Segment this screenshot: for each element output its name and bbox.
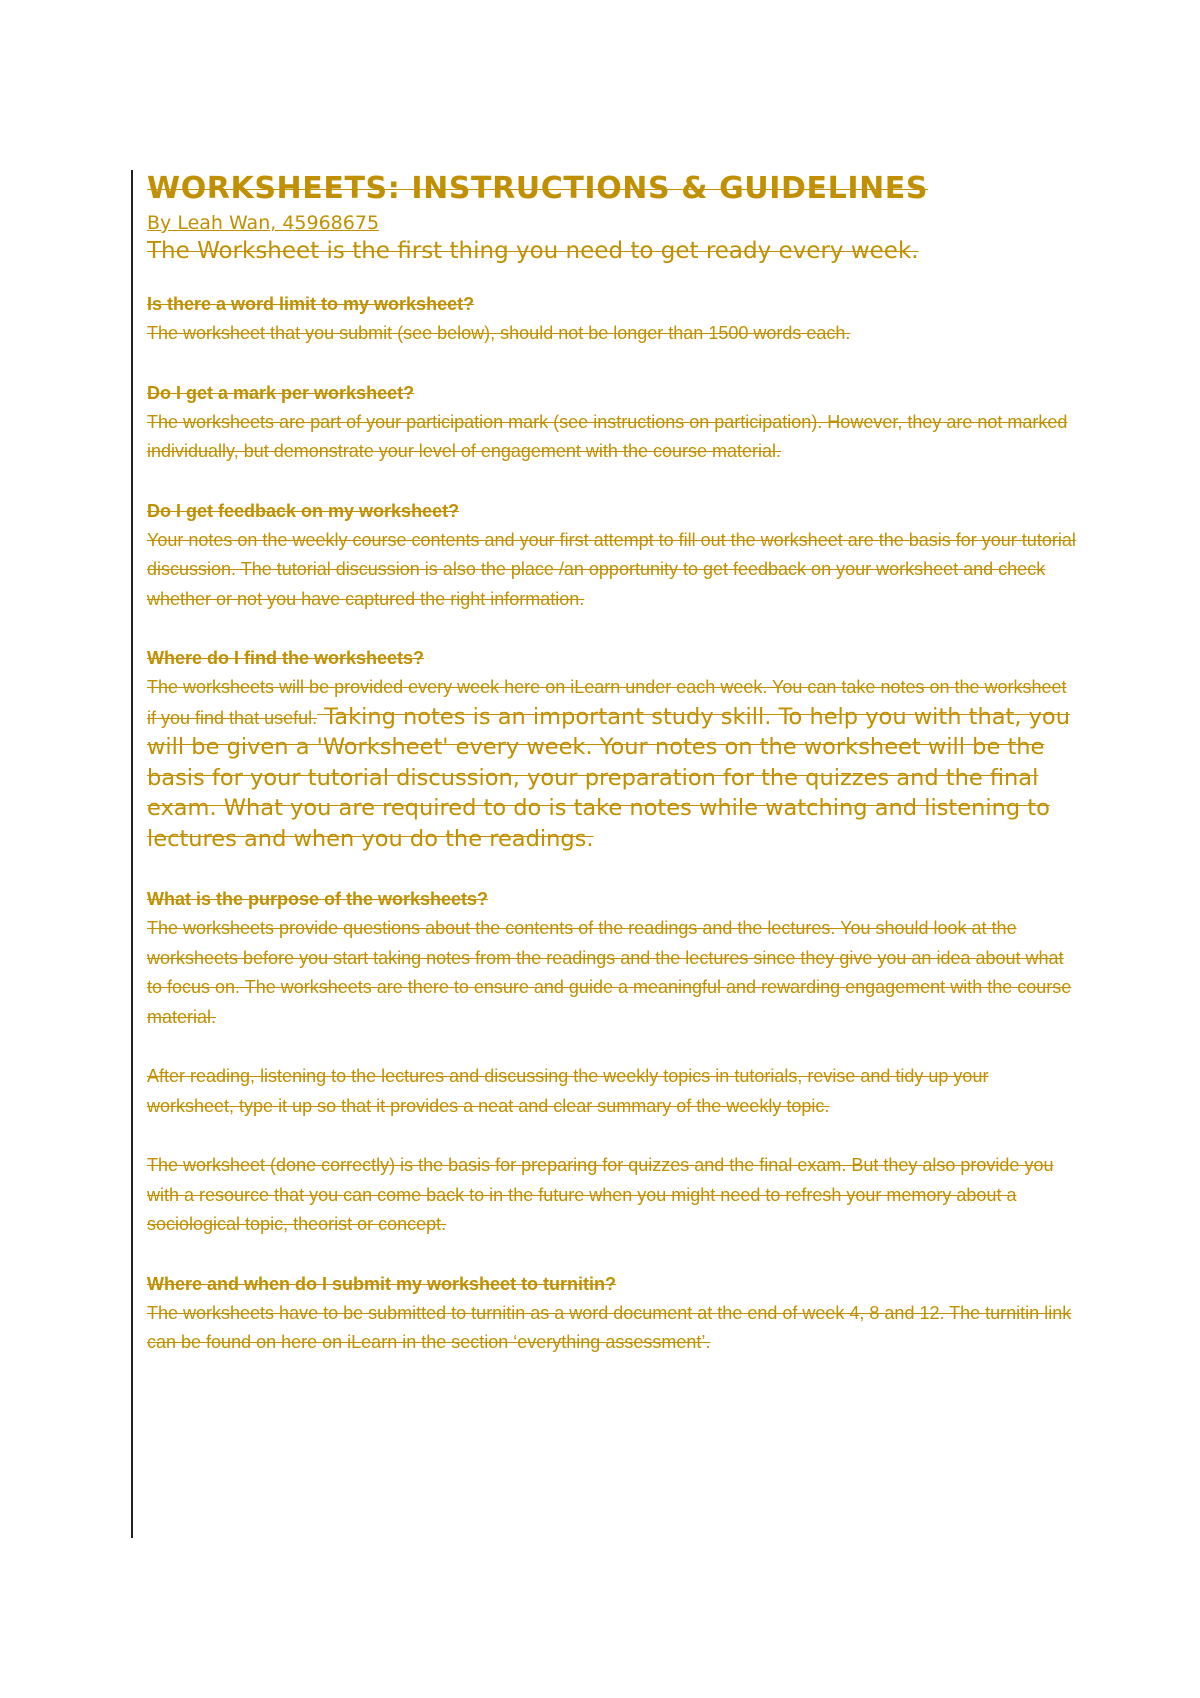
paragraph-basis: The worksheet (done correctly) is the basis for preparing for quizzes and the final exam. But they also provide you with a resource that you can come back to in the future when you might need to refresh your memory about a sociological topic, theorist or concept. [147,1155,1054,1234]
answer-find-worksheets-small: The worksheets will be provided every week here on iLearn under each week. You can take notes on the worksheet if you find that useful. [147,677,1067,728]
question-find-worksheets: Where do I find the worksheets? [147,648,425,668]
author-byline: By Leah Wan, 45968675 [147,212,380,234]
answer-purpose: The worksheets provide questions about the contents of the readings and the lectures. You should look at the worksheets before you start taking notes from the readings and the lectures since they give you an idea about what to focus on. The worksheets are there to ensure and guide a meaningful and rewarding engagement with the course material. [147,918,1072,1027]
answer-submit: The worksheets have to be submitted to turnitin as a word document at the end of week 4, 8 and 12. The turnitin link can be found on here on iLearn in the section ‘everything assessment’. [147,1302,1072,1352]
document-title: WORKSHEETS: INSTRUCTIONS & GUIDELINES [147,171,929,206]
question-mark: Do I get a mark per worksheet? [147,382,415,403]
question-word-limit: Is there a word limit to my worksheet? [147,294,475,314]
document-body [147,168,1077,1388]
paragraph-revise: After reading, listening to the lectures and discussing the weekly topics in tutorials, revise and tidy up your worksheet, type it up so that it provides a neat and clear summary of the weekly topic. [147,1066,989,1116]
intro-text: The Worksheet is the first thing you need to get ready every week. [147,238,919,264]
answer-feedback: Your notes on the weekly course contents and your first attempt to fill out the worksheet are the basis for your tutorial discussion. The tutorial discussion is also the place /an opportunity to get feedback on your worksheet and check whether or not you have captured the right information. [147,529,1076,609]
question-feedback: Do I get feedback on my worksheet? [147,500,460,521]
answer-find-worksheets-large: Taking notes is an important study skill. To help you with that, you will be given a 'Worksheet' every week. Your notes on the worksheet will be the basis for your tutorial discussion, your preparation for the quizzes and the final exam. What you are required to do is take notes while watching and listening to lectures and when you do the readings. [147,703,1070,852]
answer-word-limit: The worksheet that you submit (see below), should not be longer than 1500 words each. [147,323,851,343]
change-bar [131,170,133,1538]
question-submit: Where and when do I submit my worksheet to turnitin? [147,1273,617,1294]
answer-find-worksheets [147,673,1077,855]
answer-mark: The worksheets are part of your participation mark (see instructions on participation). However, they are not marked individually, but demonstrate your level of engagement with the course material. [147,411,1068,461]
question-purpose: What is the purpose of the worksheets? [147,889,489,909]
